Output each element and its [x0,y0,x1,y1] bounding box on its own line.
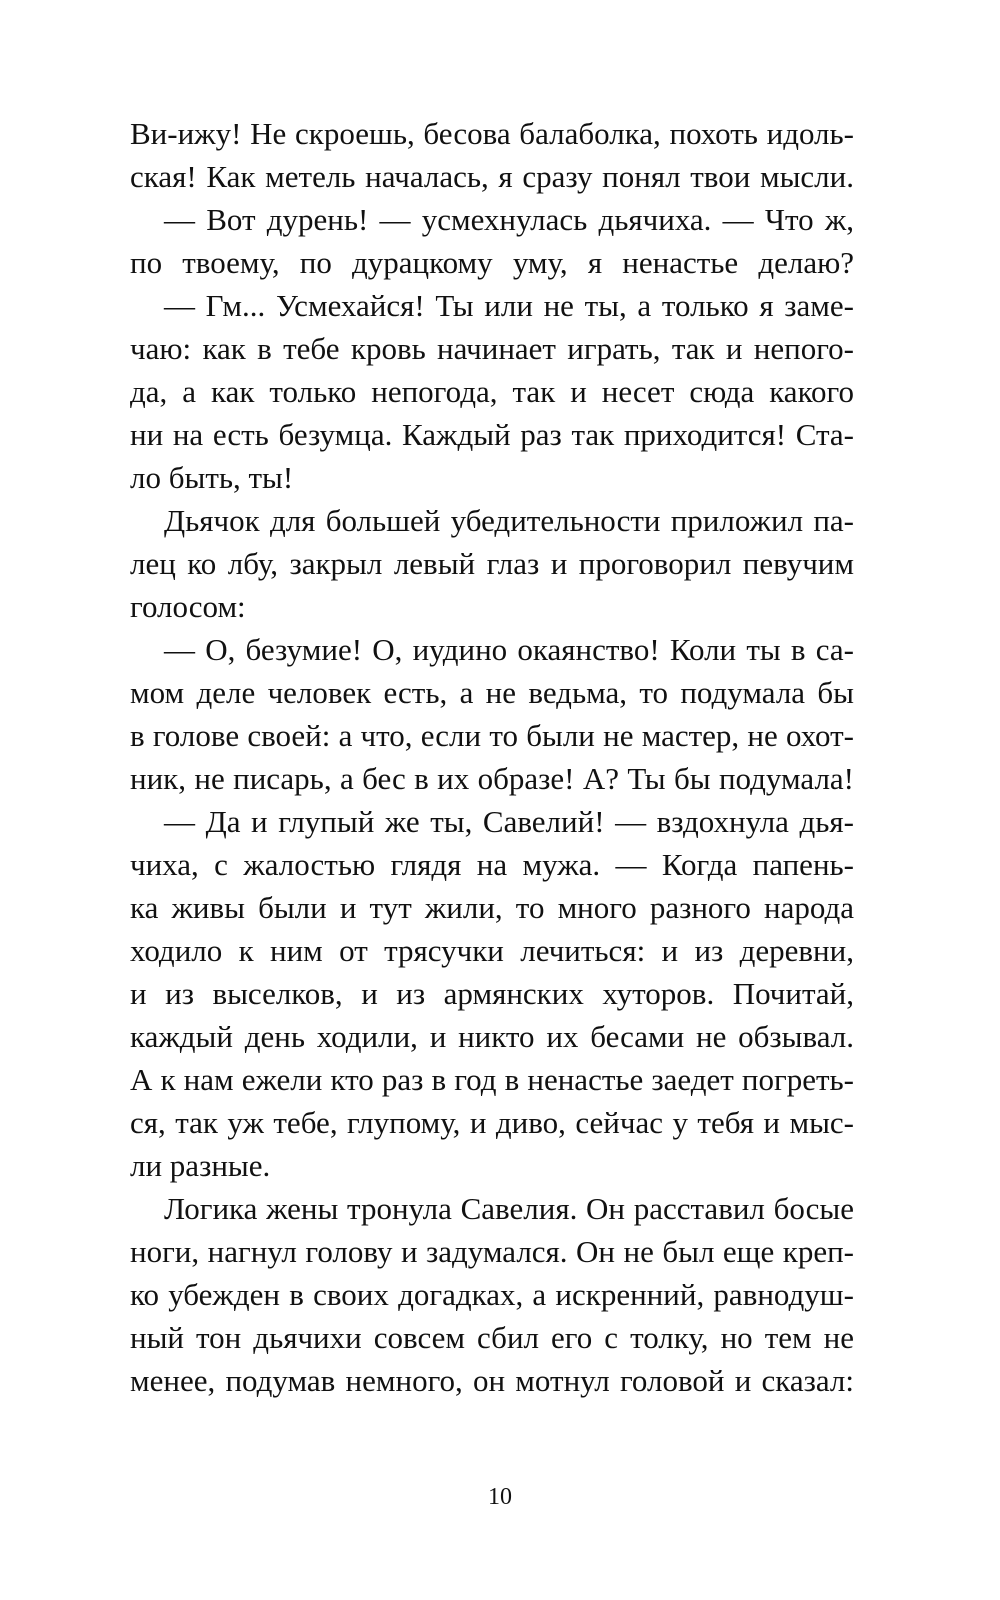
text-line: чиха, с жалостью глядя на мужа. — Когда папень- [130,847,854,882]
text-line: менее, подумав немного, он мотнул головой и сказал: [130,1363,854,1398]
text-line: ноги, нагнул голову и задумался. Он не был еще креп- [130,1234,854,1269]
text-line: ли разные. [130,1148,271,1183]
text-line: Ви-ижу! Не скроешь, бесова балаболка, похоть идоль- [130,116,854,151]
text-line: Логика жены тронула Савелия. Он расставил босые [164,1191,854,1226]
text-line: — Гм... Усмехайся! Ты или не ты, а только я заме- [164,288,854,323]
text-line: ская! Как метель началась, я сразу понял твои мысли. [130,159,854,194]
text-line: — О, безумие! О, иудино окаянство! Коли ты в са- [164,632,854,667]
text-line: ходило к ним от трясучки лечиться: и из деревни, [130,933,854,968]
text-line: ник, не писарь, а бес в их образе! А? Ты бы подумала! [130,761,854,796]
text-line: — Вот дурень! — усмехнулась дьячиха. — Что ж, [164,202,854,237]
text-line: ло быть, ты! [130,460,294,495]
text-line: ка живы были и тут жили, то много разного народа [130,890,854,925]
text-line: голосом: [130,589,246,624]
text-line: чаю: как в тебе кровь начинает играть, так и непого- [130,331,854,366]
text-line: ный тон дьячихи совсем сбил его с толку, но тем не [130,1320,854,1355]
page-number: 10 [488,1484,512,1510]
text-line: А к нам ежели кто раз в год в ненастье заедет погреть- [130,1062,854,1097]
text-line: да, а как только непогода, так и несет сюда какого [130,374,854,409]
text-line: каждый день ходили, и никто их бесами не обзывал. [130,1019,854,1054]
text-line: в голове своей: а что, если то были не мастер, не охот- [130,718,854,753]
body-text [130,112,854,1402]
text-line: по твоему, по дурацкому уму, я ненастье делаю? [130,245,854,280]
text-line: лец ко лбу, закрыл левый глаз и проговорил певучим [130,546,854,581]
text-line: мом деле человек есть, а не ведьма, то подумала бы [130,675,854,710]
text-line: ся, так уж тебе, глупому, и диво, сейчас у тебя и мыс- [130,1105,854,1140]
text-line: Дьячок для большей убедительности приложил па- [164,503,854,538]
text-line: ко убежден в своих догадках, а искренний, равнодуш- [130,1277,854,1312]
text-line: и из выселков, и из армянских хуторов. Почитай, [130,976,854,1011]
text-line: — Да и глупый же ты, Савелий! — вздохнула дья- [164,804,854,839]
text-line: ни на есть безумца. Каждый раз так приходится! Ста- [130,417,854,452]
